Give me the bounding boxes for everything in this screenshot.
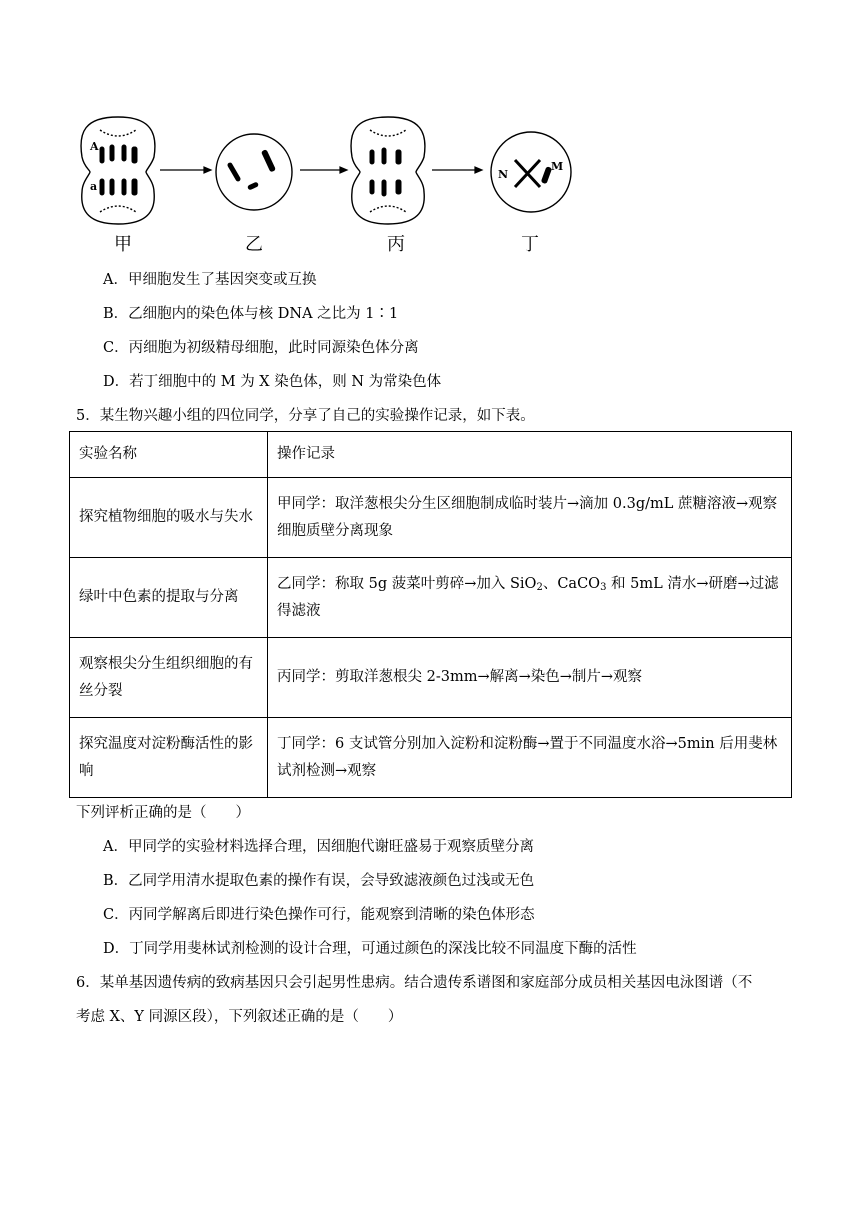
row-record (268, 558, 792, 638)
q5-prompt: 下列评析正确的是（ ） (76, 805, 250, 821)
experiment-table (69, 431, 792, 798)
q5-option-c: C．丙同学解离后即进行染色操作可行，能观察到清晰的染色体形态 (103, 907, 535, 923)
row-name: 探究温度对淀粉酶活性的影响 (70, 718, 268, 798)
q5-option-a: A．甲同学的实验材料选择合理，因细胞代谢旺盛易于观察质壁分离 (103, 839, 534, 855)
cell-diagram (70, 112, 590, 252)
subscript: 3 (600, 581, 607, 593)
label-yi: 乙 (245, 234, 263, 255)
table-row (70, 558, 792, 638)
cell-yi-membrane (216, 134, 292, 210)
subscript: 2 (536, 581, 543, 593)
table-row (70, 638, 792, 718)
marker-A: A (90, 140, 99, 153)
q4-option-a: A．甲细胞发生了基因突变或互换 (103, 272, 317, 288)
row-record: 丙同学：剪取洋葱根尖 2-3mm→解离→染色→制片→观察 (268, 638, 792, 718)
q5-option-d: D．丁同学用斐林试剂检测的设计合理，可通过颜色的深浅比较不同温度下酶的活性 (103, 941, 637, 957)
cell-bing-membrane (351, 117, 425, 224)
label-ding: 丁 (521, 234, 539, 255)
marker-N: N (498, 168, 509, 181)
arrows (160, 167, 482, 173)
q4-option-d: D．若丁细胞中的 M 为 X 染色体，则 N 为常染色体 (103, 374, 442, 390)
label-bing: 丙 (387, 234, 405, 255)
header-experiment-name: 实验名称 (70, 432, 268, 478)
row-record: 甲同学：取洋葱根尖分生区细胞制成临时装片→滴加 0.3g/mL 蔗糖溶液→观察细胞质壁分离现象 (268, 478, 792, 558)
cell-division-figure (70, 112, 590, 255)
record-part: 、CaCO (542, 575, 601, 592)
q6-stem-line2: 考虑 X、Y 同源区段），下列叙述正确的是（ ） (76, 1009, 403, 1025)
record-part: 乙同学：称取 5g 菠菜叶剪碎→加入 SiO (277, 575, 537, 592)
q5-option-b: B．乙同学用清水提取色素的操作有误，会导致滤液颜色过浅或无色 (103, 873, 535, 889)
row-record: 丁同学：6 支试管分别加入淀粉和淀粉酶→置于不同温度水浴→5min 后用斐林试剂检测→观察 (268, 718, 792, 798)
marker-a: a (90, 180, 98, 193)
row-name: 探究植物细胞的吸水与失水 (70, 478, 268, 558)
table-header-row (70, 432, 792, 478)
table-row (70, 718, 792, 798)
row-name: 绿叶中色素的提取与分离 (70, 558, 268, 638)
header-operation-record: 操作记录 (268, 432, 792, 478)
label-jia: 甲 (114, 234, 132, 255)
row-name: 观察根尖分生组织细胞的有丝分裂 (70, 638, 268, 718)
q4-option-c: C．丙细胞为初级精母细胞，此时同源染色体分离 (103, 340, 419, 356)
q5-stem: 5．某生物兴趣小组的四位同学，分享了自己的实验操作记录，如下表。 (76, 408, 535, 424)
cell-jia-membrane (81, 117, 155, 224)
marker-M: M (551, 160, 564, 173)
q6-stem-line1: 6．某单基因遗传病的致病基因只会引起男性患病。结合遗传系谱图和家庭部分成员相关基因电泳图谱（不 (76, 975, 753, 991)
q4-option-b: B．乙细胞内的染色体与核 DNA 之比为 1∶1 (103, 306, 399, 322)
table-row (70, 478, 792, 558)
record-part: 和 5mL 清水→研磨→过滤得滤液 (277, 575, 779, 619)
